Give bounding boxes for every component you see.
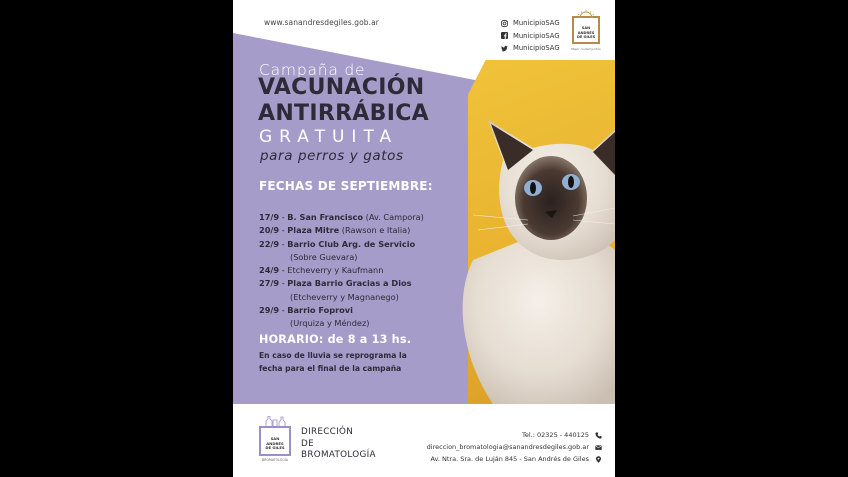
schedule-subdetail: (Etcheverry y Magnanego) bbox=[290, 291, 399, 302]
logo-tagline: Mejor ciudad juntos bbox=[571, 47, 601, 51]
schedule-date: 22/9 bbox=[259, 238, 280, 249]
municipality-logo bbox=[570, 10, 602, 60]
logo-text-2: ANDRÉS bbox=[577, 30, 595, 35]
logo-text-1: SAN bbox=[270, 436, 280, 441]
contact-email bbox=[427, 441, 602, 453]
address-text: Av. Ntra. Sra. de Luján 845 - San Andrés de Giles bbox=[430, 455, 589, 463]
schedule-date: 20/9 bbox=[259, 225, 280, 236]
schedule-sep: - bbox=[279, 238, 288, 249]
schedule-item bbox=[259, 238, 424, 251]
logo-text-3: DE GILES bbox=[576, 35, 596, 39]
schedule-item bbox=[259, 211, 424, 224]
contact-info bbox=[427, 429, 602, 465]
logo-text-1: SAN bbox=[581, 26, 591, 30]
headline-target: para perros y gatos bbox=[260, 148, 404, 164]
facebook-handle: MunicipioSAG bbox=[513, 31, 560, 40]
schedule-item bbox=[259, 277, 424, 290]
campaign-label: Campaña de bbox=[259, 61, 366, 79]
logo-text-2: ANDRÉS bbox=[266, 440, 284, 446]
schedule-sep: - bbox=[279, 305, 288, 316]
instagram-handle: MunicipioSAG bbox=[513, 19, 560, 27]
phone-icon bbox=[595, 432, 602, 439]
department-line-1: DIRECCIÓN bbox=[301, 427, 354, 437]
bottles-icon bbox=[262, 416, 288, 427]
dates-title: FECHAS DE SEPTIEMBRE: bbox=[259, 179, 433, 193]
department-name bbox=[301, 427, 376, 462]
schedule-subdetail: (Sobre Guevara) bbox=[290, 251, 358, 262]
schedule-place: Plaza Barrio Gracias a Dios bbox=[287, 278, 412, 289]
headline-antirrabica: ANTIRRÁBICA bbox=[258, 101, 429, 126]
bromatologia-logo bbox=[258, 416, 292, 468]
rain-note bbox=[259, 350, 429, 375]
schedule-item bbox=[259, 304, 424, 317]
schedule-sep: - bbox=[279, 225, 288, 236]
social-facebook bbox=[501, 30, 560, 42]
schedule-date: 29/9 bbox=[259, 305, 280, 316]
contact-address bbox=[427, 453, 602, 465]
schedule-date: 24/9 bbox=[259, 265, 280, 276]
rain-note-line-1: En caso de lluvia se reprograma la bbox=[259, 351, 407, 360]
social-instagram bbox=[501, 17, 560, 29]
schedule-list bbox=[259, 211, 424, 331]
schedule-detail: (Av. Campora) bbox=[363, 212, 424, 222]
twitter-icon bbox=[501, 45, 508, 52]
social-twitter bbox=[501, 42, 560, 54]
logo-frame bbox=[572, 16, 600, 44]
schedule-subdetail: (Urquiza y Méndez) bbox=[290, 318, 370, 329]
schedule-sep: - bbox=[279, 278, 288, 289]
rain-note-line-2: fecha para el final de la campaña bbox=[259, 363, 402, 373]
siamese-cat-image bbox=[433, 120, 615, 404]
contact-phone bbox=[427, 429, 602, 441]
logo-frame bbox=[259, 426, 291, 456]
schedule-place: B. San Francisco bbox=[287, 212, 364, 222]
schedule-date: 27/9 bbox=[259, 278, 280, 289]
headline-vacunacion: VACUNACIÓN bbox=[258, 75, 425, 100]
schedule-place: Barrio Club Arg. de Servicio bbox=[287, 238, 416, 249]
headline-gratuita: GRATUITA bbox=[259, 127, 399, 147]
email-text[interactable]: direccion_bromatologia@sanandresdegiles.gob.ar bbox=[426, 443, 589, 451]
department-line-3: BROMATOLOGÍA bbox=[301, 450, 376, 460]
facebook-icon bbox=[501, 32, 508, 39]
social-links bbox=[501, 17, 560, 55]
vaccination-poster bbox=[233, 0, 615, 477]
schedule-detail: (Rawson e Italia) bbox=[339, 225, 411, 236]
logo-tagline: BROMATOLOGÍA bbox=[262, 458, 288, 462]
department-line-2: DE bbox=[301, 438, 314, 449]
schedule-sep: - bbox=[279, 265, 288, 276]
sun-icon bbox=[577, 10, 595, 18]
schedule-place: Plaza Mitre bbox=[287, 225, 340, 236]
location-pin-icon bbox=[595, 456, 602, 463]
schedule-item bbox=[259, 224, 424, 237]
twitter-handle: MunicipioSAG bbox=[513, 44, 560, 52]
website-url: www.sanandresdegiles.gob.ar bbox=[264, 18, 379, 27]
schedule-item bbox=[259, 264, 424, 277]
schedule-detail: Etcheverry y Kaufmann bbox=[287, 265, 384, 276]
email-icon bbox=[595, 444, 602, 451]
schedule-sep: - bbox=[279, 212, 288, 222]
hours-label: HORARIO: de 8 a 13 hs. bbox=[259, 333, 412, 346]
schedule-place: Barrio Foprovi bbox=[287, 305, 353, 316]
phone-text: Tel.: 02325 - 440125 bbox=[522, 431, 589, 439]
logo-text-3: DE GILES bbox=[265, 445, 285, 451]
schedule-date: 17/9 bbox=[259, 212, 280, 222]
instagram-icon bbox=[501, 20, 508, 27]
